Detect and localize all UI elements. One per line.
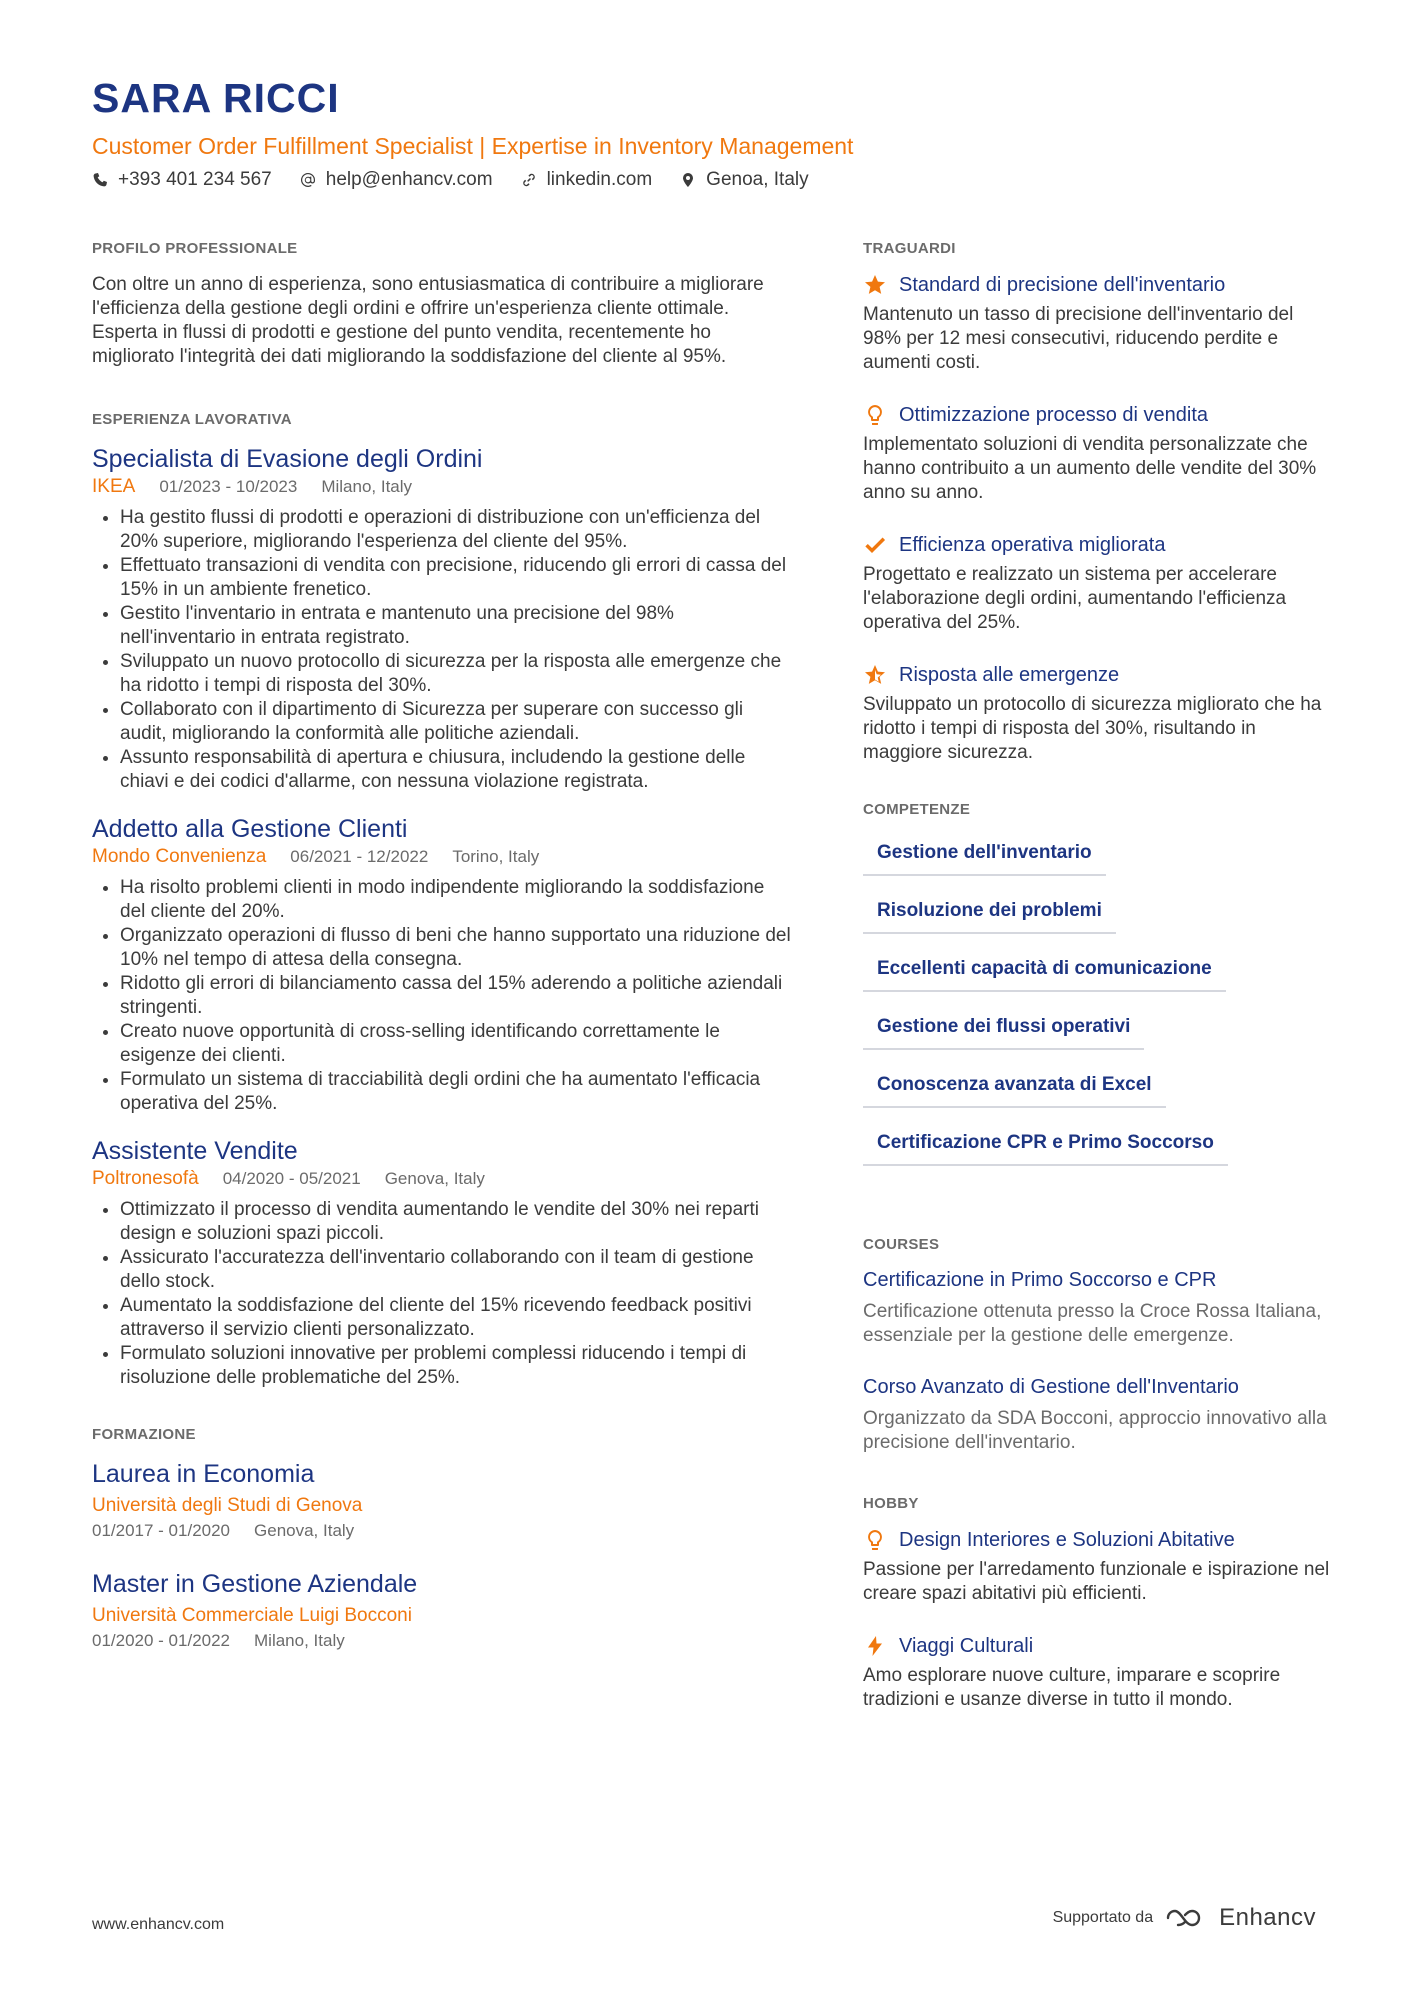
bullet-item: • Formulato soluzioni innovative per problemi complessi riducendo i tempi di risoluzione delle problematiche del 25%. (120, 1342, 792, 1390)
job-dates: 06/2021 - 12/2022 (290, 847, 429, 866)
section-title: ESPERIENZA LAVORATIVA (92, 411, 292, 428)
bullet-item: • Collaborato con il dipartimento di Sicurezza per superare con successo gli audit, migliorando la conformità alle politiche aziendali. (120, 698, 792, 746)
bullet-item: • Formulato un sistema di tracciabilità degli ordini che ha aumentato l'efficacia operativa del 25%. (120, 1068, 792, 1116)
achievement-title: Standard di precisione dell'inventario (899, 273, 1226, 296)
hobby-title: Design Interiores e Soluzioni Abitative (899, 1528, 1235, 1551)
education-entry (92, 1459, 792, 1541)
achievement-header (863, 403, 1333, 427)
candidate-headline: Customer Order Fulfillment Specialist | Expertise in Inventory Management (92, 133, 854, 159)
hobby-header (863, 1528, 1333, 1552)
achievement-item (863, 663, 1333, 765)
job-title: Specialista di Evasione degli Ordini (92, 445, 483, 473)
education-location: Genova, Italy (254, 1521, 355, 1540)
job-meta (92, 1168, 792, 1190)
company-name: Mondo Convenienza (92, 846, 267, 867)
achievement-item (863, 273, 1333, 375)
profile-summary: Con oltre un anno di esperienza, sono entusiasmatica di contribuire a migliorare l'efficienza della gestione degli ordini e offrire un'esperienza cliente ottimale. Esperta in flussi di prodotti e gestione del punto vendita, recentemente ho migliorato l'integrità dei dati migliorando la soddisfazione del cliente al 95%. (92, 274, 764, 367)
job-title: Assistente Vendite (92, 1137, 298, 1165)
achievement-header (863, 533, 1333, 557)
bullet-item: • Effettuato transazioni di vendita con precisione, riducendo gli errori di cassa del 15% in un ambiente frenetico. (120, 554, 792, 602)
section-title: COMPETENZE (863, 801, 971, 818)
course-description: Organizzato da SDA Bocconi, approccio innovativo alla precisione dell'inventario. (863, 1408, 1327, 1453)
courses-section (863, 1236, 1333, 1455)
right-column (863, 240, 1333, 1740)
hobby-description: Passione per l'arredamento funzionale e ispirazione nel creare spazi abitativi più efficienti. (863, 1559, 1330, 1604)
map-pin-icon (680, 172, 696, 188)
lightbulb-icon (863, 1528, 887, 1552)
degree-title: Master in Gestione Aziendale (92, 1570, 418, 1598)
skills-section (863, 801, 1333, 1182)
footer-website[interactable]: www.enhancv.com (92, 1916, 225, 1933)
hobby-description: Amo esplorare nuove culture, imparare e scoprire tradizioni e usanze diverse in tutto il mondo. (863, 1665, 1281, 1710)
link-icon (521, 172, 537, 188)
bullet-item: • Creato nuove opportunità di cross-selling identificando correttamente le esigenze dei clienti. (120, 1020, 792, 1068)
bullet-item: • Gestito l'inventario in entrata e mantenuto una precisione del 98% nell'inventario in entrata registrato. (120, 602, 792, 650)
experience-section (92, 411, 792, 1390)
hobby-item (863, 1634, 1333, 1712)
education-dates: 01/2020 - 01/2022 (92, 1631, 231, 1650)
achievement-description: Progettato e realizzato un sistema per accelerare l'elaborazione degli ordini, aumentando l'efficienza operativa del 25%. (863, 564, 1287, 633)
contact-location (680, 169, 808, 191)
achievement-description: Implementato soluzioni di vendita personalizzate che hanno contribuito a un aumento delle vendite del 30% anno su anno. (863, 434, 1317, 503)
skill-tag: Risoluzione dei problemi (863, 892, 1116, 934)
achievement-title: Efficienza operativa migliorata (899, 533, 1166, 556)
phone-number[interactable]: +393 401 234 567 (118, 168, 272, 190)
education-meta (92, 1521, 792, 1541)
check-icon (863, 533, 887, 557)
company-name: IKEA (92, 476, 136, 497)
achievement-item (863, 533, 1333, 635)
enhancv-logo[interactable] (1165, 1904, 1316, 1932)
skill-tag: Eccellenti capacità di comunicazione (863, 950, 1226, 992)
achievement-item (863, 403, 1333, 505)
job-location: Genova, Italy (384, 1169, 485, 1188)
education-section (92, 1426, 792, 1651)
school-name: Università Commerciale Luigi Bocconi (92, 1605, 412, 1626)
phone-icon (92, 172, 108, 188)
at-icon (300, 172, 316, 188)
job-bullets (92, 1198, 792, 1390)
lightbulb-icon (863, 403, 887, 427)
contact-linkedin (521, 169, 653, 191)
half-star-icon (863, 663, 887, 687)
achievement-header (863, 663, 1333, 687)
job-meta (92, 846, 792, 868)
bullet-item: • Aumentato la soddisfazione del cliente del 15% ricevendo feedback positivi attraverso il servizio clienti personalizzato. (120, 1294, 792, 1342)
course-item (863, 1376, 1333, 1455)
achievement-title: Ottimizzazione processo di vendita (899, 403, 1209, 426)
hobby-title: Viaggi Culturali (899, 1634, 1034, 1657)
hobby-item (863, 1528, 1333, 1606)
bullet-item: • Ottimizzato il processo di vendita aumentando le vendite del 30% nei reparti design e soluzioni spazi piccoli. (120, 1198, 792, 1246)
section-title: FORMAZIONE (92, 1426, 196, 1443)
section-title: HOBBY (863, 1495, 919, 1512)
bullet-item: • Assunto responsabilità di apertura e chiusura, includendo la gestione delle chiavi e dei codici d'allarme, con nessuna violazione registrata. (120, 746, 792, 794)
job-entry (92, 814, 792, 1116)
school-name: Università degli Studi di Genova (92, 1495, 363, 1516)
brand-name: Enhancv (1219, 1904, 1316, 1931)
education-meta (92, 1631, 792, 1651)
education-dates: 01/2017 - 01/2020 (92, 1521, 231, 1540)
contact-email (300, 169, 493, 191)
company-name: Poltronesofà (92, 1168, 199, 1189)
job-entry (92, 1136, 792, 1390)
job-location: Milano, Italy (321, 477, 413, 496)
skills-list (863, 834, 1333, 1182)
course-title: Corso Avanzato di Gestione dell'Inventario (863, 1376, 1239, 1398)
profile-section (92, 240, 792, 369)
achievement-description: Sviluppato un protocollo di sicurezza migliorato che ha ridotto i tempi di risposta del 30%, risultando in maggiore sicurezza. (863, 694, 1322, 763)
bullet-item: • Ha gestito flussi di prodotti e operazioni di distribuzione con un'efficienza del 20% superiore, migliorando l'esperienza del cliente del 95%. (120, 506, 792, 554)
powered-by-label: Supportato da (1052, 1909, 1154, 1926)
section-title: COURSES (863, 1236, 940, 1253)
course-title: Certificazione in Primo Soccorso e CPR (863, 1269, 1217, 1291)
lightning-icon (863, 1634, 887, 1658)
achievement-description: Mantenuto un tasso di precisione dell'inventario del 98% per 12 mesi consecutivi, riducendo perdite e aumenti costi. (863, 304, 1294, 373)
contact-bar (92, 169, 1322, 191)
job-location: Torino, Italy (452, 847, 540, 866)
job-meta (92, 476, 792, 498)
job-bullets (92, 506, 792, 794)
bullet-item: • Assicurato l'accuratezza dell'inventario collaborando con il team di gestione dello stock. (120, 1246, 792, 1294)
bullet-item: • Sviluppato un nuovo protocollo di sicurezza per la risposta alle emergenze che ha ridotto i tempi di risposta del 30%. (120, 650, 792, 698)
linkedin-link[interactable]: linkedin.com (546, 168, 653, 190)
job-dates: 04/2020 - 05/2021 (222, 1169, 361, 1188)
bullet-item: • Ha risolto problemi clienti in modo indipendente migliorando la soddisfazione del cliente del 20%. (120, 876, 792, 924)
left-column (92, 240, 792, 1679)
candidate-name: SARA RICCI (92, 75, 340, 121)
resume-header (92, 75, 1322, 191)
skill-tag: Conoscenza avanzata di Excel (863, 1066, 1166, 1108)
infinity-logo-icon (1165, 1907, 1211, 1929)
achievement-title: Risposta alle emergenze (899, 663, 1120, 686)
section-title: TRAGUARDI (863, 240, 956, 257)
skill-tag: Gestione dell'inventario (863, 834, 1106, 876)
skill-tag: Certificazione CPR e Primo Soccorso (863, 1124, 1228, 1166)
achievements-section (863, 240, 1333, 765)
hobbies-section (863, 1495, 1333, 1712)
contact-phone (92, 169, 272, 191)
degree-title: Laurea in Economia (92, 1460, 315, 1488)
email-address[interactable]: help@enhancv.com (325, 168, 493, 190)
hobby-header (863, 1634, 1333, 1658)
star-icon (863, 273, 887, 297)
achievement-header (863, 273, 1333, 297)
job-dates: 01/2023 - 10/2023 (159, 477, 298, 496)
job-entry (92, 444, 792, 794)
location-text: Genoa, Italy (706, 168, 809, 190)
education-entry (92, 1569, 792, 1651)
skill-tag: Gestione dei flussi operativi (863, 1008, 1144, 1050)
bullet-item: • Ridotto gli errori di bilanciamento cassa del 15% aderendo a politiche aziendali stringenti. (120, 972, 792, 1020)
job-bullets (92, 876, 792, 1116)
bullet-item: • Organizzato operazioni di flusso di beni che hanno supportato una riduzione del 10% nel tempo di attesa della consegna. (120, 924, 792, 972)
course-description: Certificazione ottenuta presso la Croce Rossa Italiana, essenziale per la gestione delle emergenze. (863, 1301, 1322, 1346)
course-item (863, 1269, 1333, 1348)
education-location: Milano, Italy (254, 1631, 345, 1650)
job-title: Addetto alla Gestione Clienti (92, 815, 408, 843)
section-title: PROFILO PROFESSIONALE (92, 240, 298, 257)
footer-branding (1053, 1904, 1316, 1932)
